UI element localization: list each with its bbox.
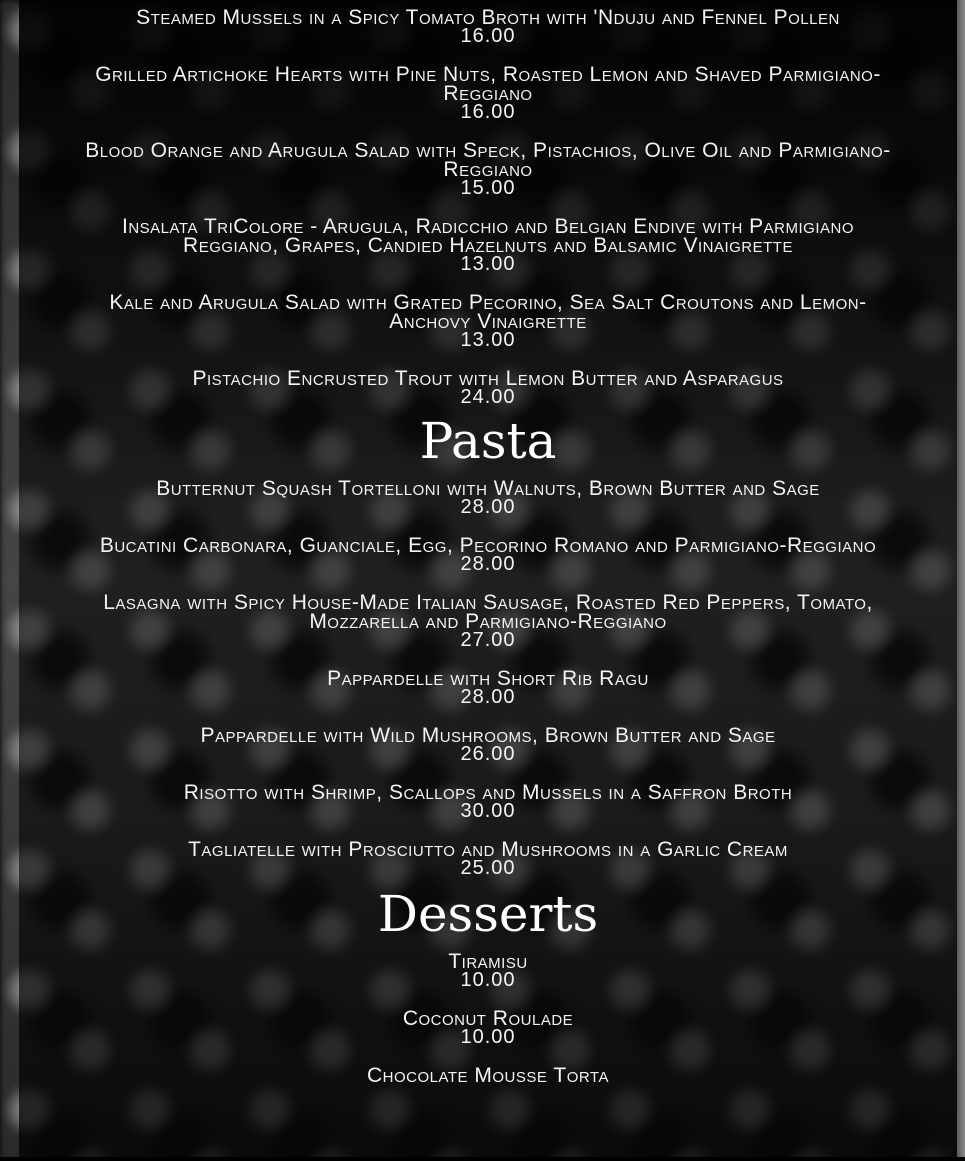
menu-item-price: 24.00 xyxy=(460,386,516,408)
page-bottom-edge xyxy=(0,1157,965,1161)
menu-item xyxy=(78,593,898,650)
menu-item-price: 25.00 xyxy=(460,857,516,879)
menu-item-price: 15.00 xyxy=(460,177,516,199)
menu-item-name: Coconut Roulade xyxy=(402,1007,574,1030)
menu-item-name: Steamed Mussels in a Spicy Tomato Broth with 'Nduju and Fennel Pollen xyxy=(136,6,840,29)
menu-item xyxy=(78,669,898,707)
menu-item-price: 27.00 xyxy=(460,629,516,651)
menu xyxy=(19,8,957,1104)
menu-item-name: Lasagna with Spicy House-Made Italian Sausage, Roasted Red Peppers, Tomato, Mozzarella and Parmigiano-Reggiano xyxy=(103,591,873,633)
menu-item-price: 28.00 xyxy=(460,553,516,575)
menu-item xyxy=(78,141,898,198)
menu-item-price: 28.00 xyxy=(460,496,516,518)
section-title-desserts: Desserts xyxy=(377,885,599,943)
menu-item-name: Pistachio Encrusted Trout with Lemon Butter and Asparagus xyxy=(192,367,784,390)
menu-item xyxy=(78,952,898,990)
menu-item-name: Bucatini Carbonara, Guanciale, Egg, Pecorino Romano and Parmigiano-Reggiano xyxy=(99,534,877,557)
menu-item-name: Pappardelle with Wild Mushrooms, Brown Butter and Sage xyxy=(200,724,776,747)
menu-item xyxy=(78,369,898,407)
menu-item xyxy=(78,536,898,574)
menu-item-name: Risotto with Shrimp, Scallops and Mussels in a Saffron Broth xyxy=(183,781,793,804)
menu-item-name: Grilled Artichoke Hearts with Pine Nuts, Roasted Lemon and Shaved Parmigiano-Reggiano xyxy=(95,63,881,105)
menu-item-price: 30.00 xyxy=(460,800,516,822)
menu-item xyxy=(78,217,898,274)
menu-item-name: Butternut Squash Tortelloni with Walnuts, Brown Butter and Sage xyxy=(156,477,820,500)
menu-item xyxy=(78,293,898,350)
menu-item xyxy=(78,1066,898,1085)
menu-item xyxy=(78,783,898,821)
menu-item-price: 16.00 xyxy=(460,101,516,123)
section-title-pasta: Pasta xyxy=(419,412,557,470)
background-edge xyxy=(957,0,965,1161)
menu-item-name: Pappardelle with Short Rib Ragu xyxy=(327,667,649,690)
menu-item-price: 16.00 xyxy=(460,25,516,47)
menu-item-price: 28.00 xyxy=(460,686,516,708)
menu-item-price: 13.00 xyxy=(460,253,516,275)
menu-item-name: Insalata TriColore - Arugula, Radicchio and Belgian Endive with Parmigiano Reggiano, Grapes, Candied Hazelnuts and Balsamic Vinaigrette xyxy=(121,215,854,257)
menu-item xyxy=(78,1009,898,1047)
menu-item xyxy=(78,479,898,517)
menu-item-name: Chocolate Mousse Torta xyxy=(367,1064,609,1087)
menu-item-price: 10.00 xyxy=(460,969,516,991)
menu-item xyxy=(78,840,898,878)
menu-item xyxy=(78,8,898,46)
menu-item xyxy=(78,65,898,122)
menu-item-name: Tiramisu xyxy=(448,950,528,973)
menu-item-price: 26.00 xyxy=(460,743,516,765)
menu-item-name: Kale and Arugula Salad with Grated Pecorino, Sea Salt Croutons and Lemon-Anchovy Vinaigrette xyxy=(109,291,867,333)
menu-item-name: Blood Orange and Arugula Salad with Speck, Pistachios, Olive Oil and Parmigiano-Reggiano xyxy=(85,139,891,181)
menu-item-name: Tagliatelle with Prosciutto and Mushrooms in a Garlic Cream xyxy=(188,838,788,861)
menu-item-price: 13.00 xyxy=(460,329,516,351)
menu-item xyxy=(78,726,898,764)
menu-item-price: 10.00 xyxy=(460,1026,516,1048)
